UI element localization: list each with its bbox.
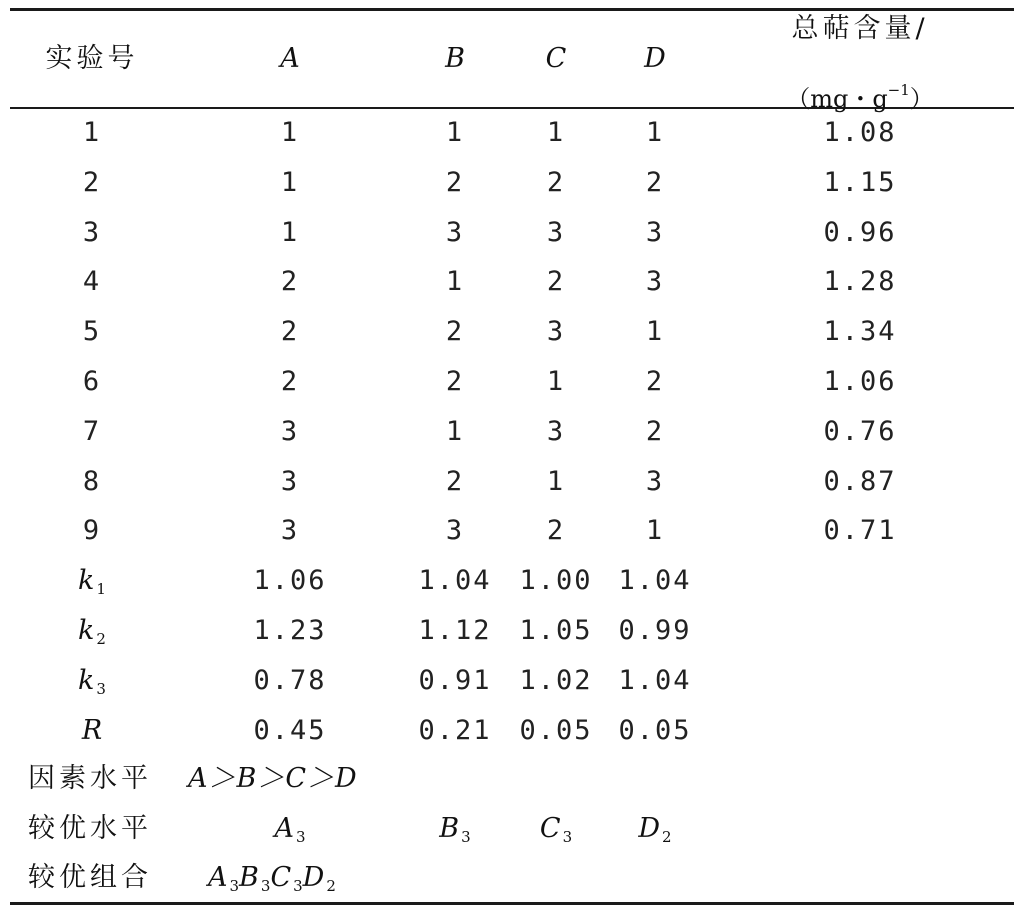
row-level-a: 3: [280, 466, 300, 497]
optimal-level-a: [274, 813, 305, 853]
letter: D: [302, 862, 325, 893]
stat-subscript: 3: [96, 680, 106, 698]
row-level-c: 2: [546, 266, 566, 297]
row-total-terpene: 0.71: [823, 515, 897, 546]
unit-suffix: ）: [909, 85, 934, 113]
row-level-c: 2: [546, 515, 566, 546]
top-rule: [10, 8, 1014, 11]
subscript: 3: [229, 877, 240, 895]
unit-prefix: （mg・g: [786, 85, 888, 113]
row-trial-no: 3: [82, 217, 102, 248]
header-trial-no: 实验号: [45, 43, 139, 74]
stat-value-b: 0.21: [418, 715, 492, 746]
factor-order-value: A＞B＞C＞D: [188, 763, 358, 794]
row-level-a: 2: [280, 366, 300, 397]
row-level-d: 2: [645, 167, 665, 198]
row-total-terpene: 0.76: [823, 416, 897, 447]
stat-value-a: 0.78: [253, 665, 327, 696]
row-level-b: 2: [445, 316, 465, 347]
stat-value-d: 0.99: [618, 615, 692, 646]
subscript: 3: [260, 877, 271, 895]
row-total-terpene: 1.15: [823, 167, 897, 198]
row-level-c: 3: [546, 316, 566, 347]
row-level-a: 1: [280, 167, 300, 198]
stat-label: [82, 715, 102, 747]
stat-value-a: 1.06: [253, 565, 327, 596]
row-total-terpene: 0.87: [823, 466, 897, 497]
row-level-a: 1: [280, 217, 300, 248]
row-level-b: 3: [445, 217, 465, 248]
row-total-terpene: 1.28: [823, 266, 897, 297]
row-trial-no: 8: [82, 466, 102, 497]
row-level-d: 2: [645, 416, 665, 447]
row-level-a: 3: [280, 515, 300, 546]
row-level-b: 3: [445, 515, 465, 546]
row-level-c: 3: [546, 217, 566, 248]
row-level-d: 3: [645, 466, 665, 497]
header-content-unit: [786, 74, 934, 115]
stat-subscript: 2: [96, 630, 106, 648]
row-level-b: 2: [445, 167, 465, 198]
stat-value-a: 1.23: [253, 615, 327, 646]
row-level-d: 1: [645, 316, 665, 347]
row-trial-no: 9: [82, 515, 102, 546]
row-level-a: 1: [280, 117, 300, 148]
letter: B: [439, 813, 460, 844]
row-level-d: 3: [645, 266, 665, 297]
subscript: 3: [461, 828, 471, 846]
subscript: 3: [562, 828, 573, 846]
row-level-b: 1: [445, 117, 465, 148]
row-level-b: 2: [445, 366, 465, 397]
row-trial-no: 6: [82, 366, 102, 397]
letter: A: [208, 862, 228, 893]
stat-subscript: 1: [96, 580, 106, 598]
row-level-b: 1: [445, 266, 465, 297]
row-level-c: 1: [546, 466, 566, 497]
stat-value-a: 0.45: [253, 715, 327, 746]
optimal-combination-value: [208, 862, 336, 902]
stat-label: [78, 615, 106, 655]
stat-value-d: 1.04: [618, 665, 692, 696]
row-level-b: 2: [445, 466, 465, 497]
stat-value-b: 0.91: [418, 665, 492, 696]
header-factor-d: D: [644, 43, 666, 74]
row-level-c: 1: [546, 117, 566, 148]
stat-value-c: 1.00: [519, 565, 593, 596]
stat-value-c: 1.05: [519, 615, 593, 646]
row-level-d: 2: [645, 366, 665, 397]
stat-symbol: R: [81, 715, 103, 746]
subscript: 2: [662, 828, 672, 846]
subscript: 3: [295, 828, 306, 846]
stat-value-b: 1.12: [418, 615, 492, 646]
row-level-c: 1: [546, 366, 566, 397]
stat-value-c: 1.02: [519, 665, 593, 696]
stat-value-d: 1.04: [618, 565, 692, 596]
row-trial-no: 1: [82, 117, 102, 148]
header-factor-c: C: [545, 43, 567, 74]
letter: A: [274, 813, 294, 844]
optimal-level-b: [439, 813, 470, 853]
optimal-level-d: [638, 813, 671, 853]
optimal-level-c: [540, 813, 572, 853]
optimal-combination-label: 较优组合: [28, 862, 152, 893]
bottom-rule: [10, 902, 1014, 905]
row-trial-no: 7: [82, 416, 102, 447]
letter: D: [638, 813, 661, 844]
unit-exponent: −1: [887, 81, 910, 99]
subscript: 2: [326, 877, 336, 895]
subscript: 3: [293, 877, 303, 895]
row-level-b: 1: [445, 416, 465, 447]
letter: C: [539, 813, 561, 844]
stat-symbol: k: [78, 565, 95, 596]
stat-label: [78, 565, 106, 605]
row-trial-no: 2: [82, 167, 102, 198]
row-total-terpene: 1.08: [823, 117, 897, 148]
row-level-c: 3: [546, 416, 566, 447]
row-level-a: 3: [280, 416, 300, 447]
stat-symbol: k: [78, 665, 95, 696]
stat-value-c: 0.05: [519, 715, 593, 746]
letter: B: [239, 862, 259, 893]
letter: C: [270, 862, 292, 893]
row-level-a: 2: [280, 316, 300, 347]
row-level-d: 1: [645, 515, 665, 546]
row-level-c: 2: [546, 167, 566, 198]
header-content-title: 总萜含量/: [791, 13, 929, 44]
row-level-d: 3: [645, 217, 665, 248]
row-level-a: 2: [280, 266, 300, 297]
row-level-d: 1: [645, 117, 665, 148]
header-factor-b: B: [445, 43, 465, 74]
stat-value-d: 0.05: [618, 715, 692, 746]
row-trial-no: 4: [82, 266, 102, 297]
row-trial-no: 5: [82, 316, 102, 347]
optimal-level-label: 较优水平: [28, 813, 152, 844]
stat-value-b: 1.04: [418, 565, 492, 596]
factor-order-label: 因素水平: [28, 763, 152, 794]
header-factor-a: A: [280, 43, 300, 74]
row-total-terpene: 0.96: [823, 217, 897, 248]
row-total-terpene: 1.06: [823, 366, 897, 397]
stat-symbol: k: [78, 615, 95, 646]
row-total-terpene: 1.34: [823, 316, 897, 347]
stat-label: [78, 665, 106, 705]
